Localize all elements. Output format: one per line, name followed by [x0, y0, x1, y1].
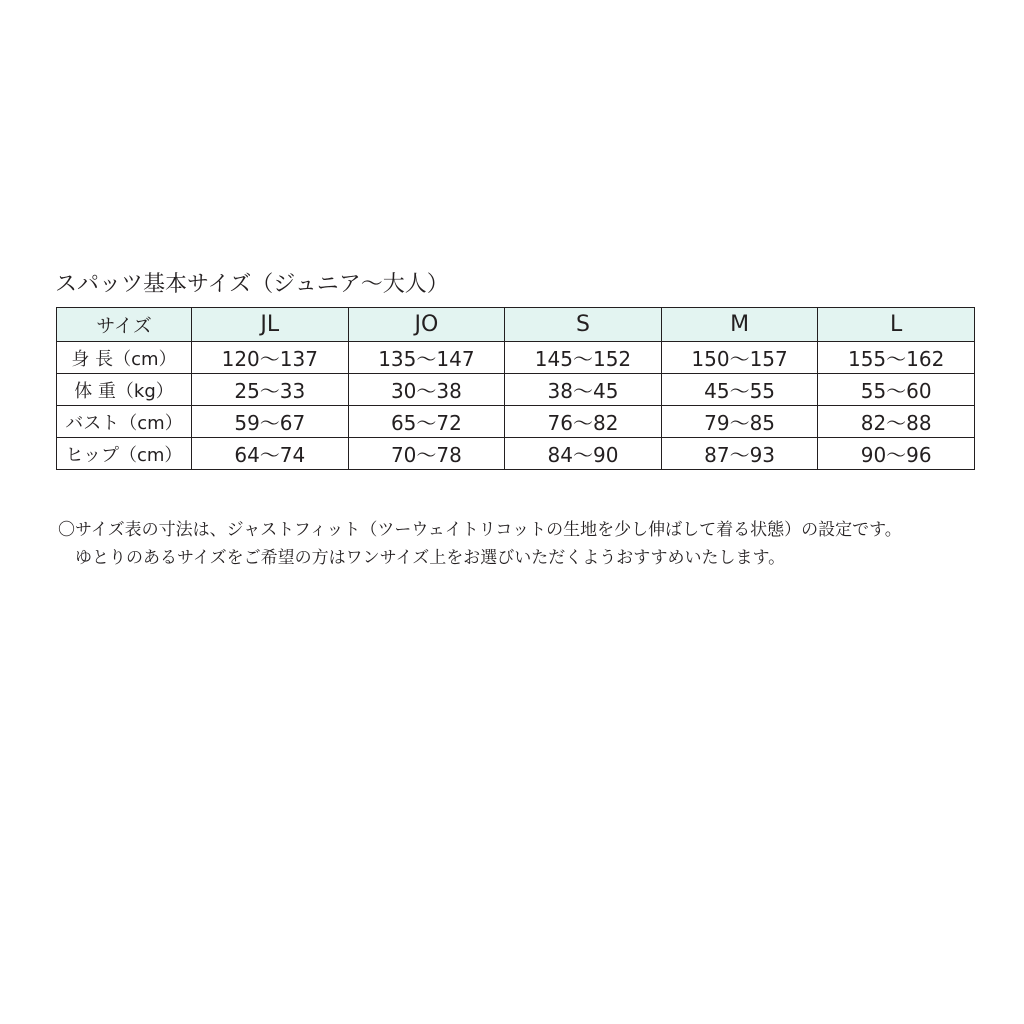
- table-cell: 135〜147: [348, 342, 505, 374]
- row-label-weight: 体 重（kg）: [57, 374, 192, 406]
- table-cell: 90〜96: [818, 438, 975, 470]
- row-label-bust: バスト（cm）: [57, 406, 192, 438]
- table-cell: 145〜152: [505, 342, 662, 374]
- corner-header: サイズ: [57, 308, 192, 342]
- row-label-hip: ヒップ（cm）: [57, 438, 192, 470]
- table-cell: 150〜157: [661, 342, 818, 374]
- table-cell: 45〜55: [661, 374, 818, 406]
- page-title: スパッツ基本サイズ（ジュニア〜大人）: [55, 272, 449, 297]
- table-cell: 82〜88: [818, 406, 975, 438]
- column-header-jo: JO: [348, 308, 505, 342]
- table-row-weight: [57, 374, 975, 406]
- table-cell: 30〜38: [348, 374, 505, 406]
- column-header-m: M: [661, 308, 818, 342]
- table-cell: 84〜90: [505, 438, 662, 470]
- table-header-row: [57, 308, 975, 342]
- column-header-s: S: [505, 308, 662, 342]
- table-cell: 65〜72: [348, 406, 505, 438]
- table-cell: 59〜67: [192, 406, 349, 438]
- table-cell: 38〜45: [505, 374, 662, 406]
- table-row-bust: [57, 406, 975, 438]
- note-line-2: ゆとりのあるサイズをご希望の方はワンサイズ上をお選びいただくようおすすめいたします。: [75, 548, 786, 568]
- size-notes: [58, 516, 902, 572]
- table-row-height: [57, 342, 975, 374]
- note-line-1: 〇サイズ表の寸法は、ジャストフィット（ツーウェイトリコットの生地を少し伸ばして着る状態）の設定です。: [58, 520, 902, 540]
- table-cell: 55〜60: [818, 374, 975, 406]
- table-cell: 70〜78: [348, 438, 505, 470]
- size-table: [56, 307, 975, 470]
- column-header-jl: JL: [192, 308, 349, 342]
- row-label-height: 身 長（cm）: [57, 342, 192, 374]
- table-cell: 76〜82: [505, 406, 662, 438]
- column-header-l: L: [818, 308, 975, 342]
- table-cell: 79〜85: [661, 406, 818, 438]
- table-cell: 87〜93: [661, 438, 818, 470]
- table-row-hip: [57, 438, 975, 470]
- table-cell: 64〜74: [192, 438, 349, 470]
- table-cell: 25〜33: [192, 374, 349, 406]
- table-cell: 120〜137: [192, 342, 349, 374]
- table-cell: 155〜162: [818, 342, 975, 374]
